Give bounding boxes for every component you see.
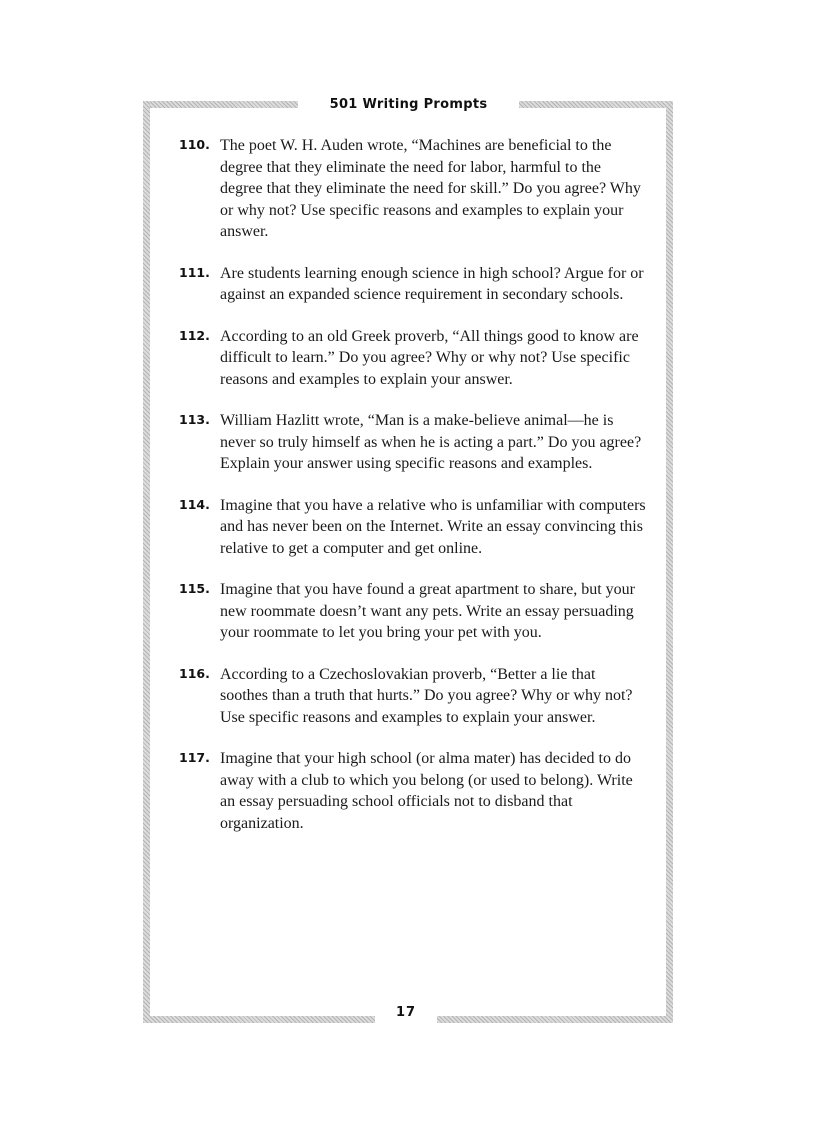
prompt-text: Imagine that you have found a great apartment to share, but your new roommate doesn’t want any pets. Write an essay persuading your roommate to let you bring your pet with you. (220, 581, 635, 641)
frame-top-right-bar (519, 101, 673, 108)
prompt-number: 110. (179, 137, 210, 152)
prompt-item (176, 135, 646, 243)
prompt-item (176, 748, 646, 834)
prompt-text: According to an old Greek proverb, “All things good to know are difficult to learn.” Do you agree? Why or why not? Use specific reasons and examples to explain your answer. (220, 327, 639, 388)
frame-right-bar (666, 101, 673, 1023)
prompt-item (176, 410, 646, 475)
prompt-item (176, 495, 646, 560)
prompt-text: Imagine that you have a relative who is unfamiliar with computers and has never been on the Internet. Write an essay convincing this relative to get a computer and get online. (220, 496, 646, 557)
prompt-item (176, 326, 646, 391)
prompt-text: Are students learning enough science in high school? Argue for or against an expanded science requirement in secondary schools. (220, 264, 644, 303)
prompt-text: The poet W. H. Auden wrote, “Machines are beneficial to the degree that they eliminate the need for labor, harmful to the degree that they eliminate the need for skill.” Do you agree? Why or why not? Use specific reasons and examples to explain your answer. (220, 137, 641, 240)
prompt-item (176, 579, 646, 644)
frame-left-bar (143, 101, 150, 1023)
prompt-number: 112. (179, 327, 210, 343)
frame-bottom-left-bar (143, 1016, 375, 1023)
page-number: 17 (395, 1005, 417, 1020)
prompt-number: 115. (179, 581, 210, 596)
prompt-text: According to a Czechoslovakian proverb, “Better a lie that soothes than a truth that hurts.” Do you agree? Why or why not? Use specific reasons and examples to explain your answer. (220, 665, 633, 726)
prompt-number: 113. (179, 412, 210, 427)
prompt-number: 116. (179, 665, 210, 681)
prompt-list (176, 135, 646, 854)
prompt-number: 114. (179, 496, 210, 512)
frame-top-left-bar (143, 101, 298, 108)
prompt-text: William Hazlitt wrote, “Man is a make-believe animal—he is never so truly himself as when he is acting a part.” Do you agree? Explain your answer using specific reasons and examples. (220, 412, 642, 472)
prompt-number: 117. (179, 750, 210, 765)
running-head: 501 Writing Prompts (329, 97, 488, 112)
frame-bottom-right-bar (437, 1016, 673, 1023)
prompt-item (176, 263, 646, 306)
prompt-number: 111. (179, 264, 210, 280)
prompt-item (176, 664, 646, 729)
prompt-text: Imagine that your high school (or alma mater) has decided to do away with a club to which you belong (or used to belong). Write an essay persuading school officials not to disband that organization. (220, 750, 633, 832)
